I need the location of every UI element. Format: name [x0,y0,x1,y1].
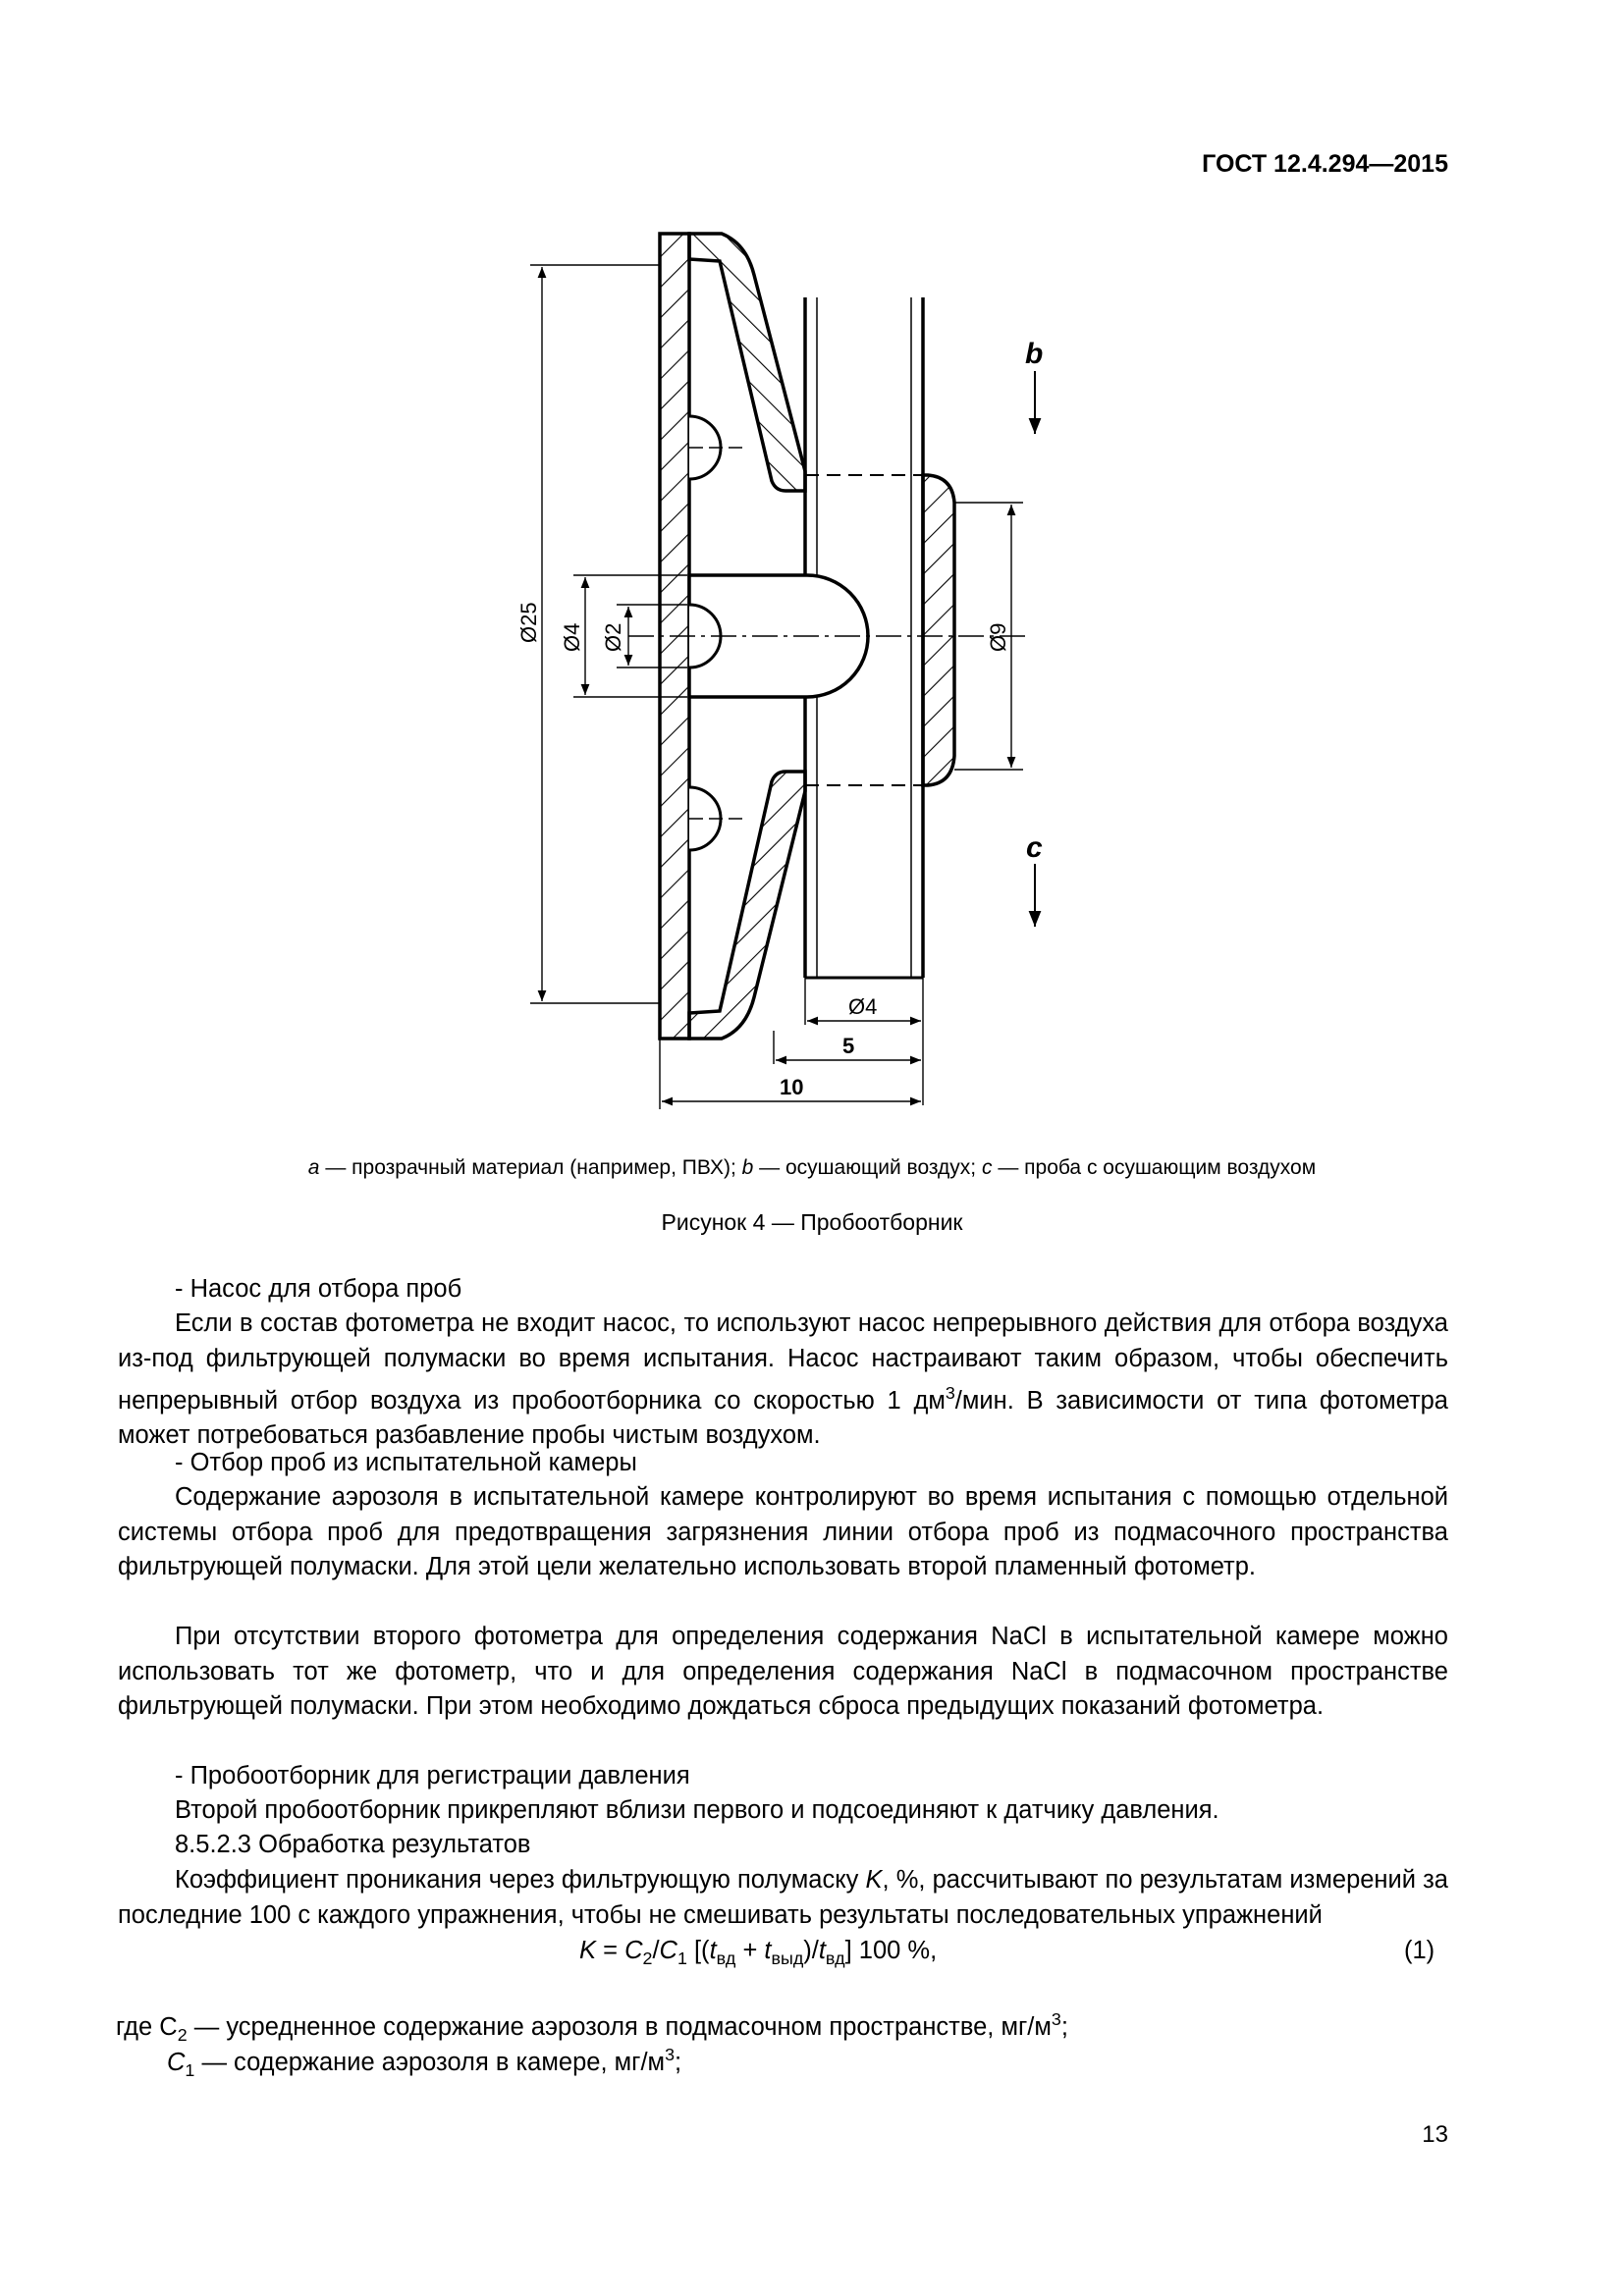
paragraph-chamber: Содержание аэрозоля в испытательной камере контролируют во время испытания с помощью отдельной системы отбора проб для предотвращения загрязнения линии отбора проб из подмасочного пространства фильтрующей полумаски. Для этой цели желательно использовать второй пламенный фотометр. [118,1483,1448,1580]
formula-number: (1) [1404,1937,1435,1964]
where-c2: где $С_2$ — усредненное содержание аэрозоля в подмасочном пространстве, $мг/м^3$; [116,2009,1068,2046]
pump-text-start: Если в состав фотометра не входит насос, то используют насос непрерывного действия для отбора воздуха из-под фильтрующей полумаски во время испытания. Насос настраивают таким образом, чтобы обеспечить непрерывный отбор воздуха из пробоотборника со скоростью 1 дм [118,1309,1448,1415]
len5-label: 5 [842,1034,855,1058]
document-code: ГОСТ 12.4.294—2015 [1202,150,1448,178]
legend-b-text: — осушающий воздух; [753,1156,982,1179]
coefficient-symbol: K [865,1866,883,1894]
legend-c-text: — проба с осушающим воздухом [992,1156,1317,1179]
paragraph-chamber-heading: - Отбор проб из испытательной камеры [175,1449,637,1476]
paragraph-pressure-heading: - Пробоотборник для регистрации давления [175,1762,690,1789]
figure-caption: Рисунок 4 — Пробоотборник [661,1209,963,1235]
pump-unit-sup: 3 [945,1383,955,1403]
flow-b-label: b [1025,338,1044,370]
d4-left-label: Ø4 [560,622,584,652]
legend-a-text: — прозрачный материал (например, ПВХ); [319,1156,742,1179]
len10-label: 10 [780,1075,804,1099]
paragraph-second-photometer: При отсутствии второго фотометра для определения содержания NaCl в испытательной камере можно использовать тот же фотометр, что и для определения содержания NaCl в подмасочном пространстве фильтрующей полумаски. При этом необходимо дождаться сброса предыдущих показаний фотометра. [118,1623,1448,1720]
flow-c-label: c [1026,831,1043,864]
flow-b [1025,338,1043,434]
dimension-d25 [516,265,660,1003]
d9-label: Ø9 [986,622,1010,652]
legend-c-letter: c [981,1156,993,1179]
d2-label: Ø2 [601,622,625,652]
pump-text-end: /мин. В зависимости от типа фотометра может потребоваться разбавление пробы чистым воздухом. [118,1386,1448,1450]
coefficient-text-end: , %, рассчитывают по результатам измерений за последние 100 с каждого упражнения, чтобы не смешивать результаты последовательных упражнений [118,1866,1448,1929]
page-number: 13 [1422,2121,1448,2148]
paragraph-pump-heading: - Насос для отбора проб [175,1275,462,1303]
figure-legend [0,1156,1624,1180]
legend-a-letter: a [307,1156,320,1179]
paragraph-coefficient [118,1863,1448,1933]
dimension-len5 [774,1031,921,1064]
dimension-d4-bottom [805,978,923,1105]
coefficient-text-start: Коэффициент проникания через фильтрующую полумаску [175,1866,866,1894]
d25-label: Ø25 [516,602,541,643]
d4-bottom-label: Ø4 [848,994,878,1019]
paragraph-pump [118,1307,1448,1454]
flow-c [1026,831,1043,927]
where-c1: $C_1$ — содержание аэрозоля в камере, $мг/м^3$; [167,2045,682,2081]
legend-b-letter: b [741,1156,754,1179]
section-heading: 8.5.2.3 Обработка результатов [175,1831,531,1858]
formula: $K = C_2/C_1$ $[(t_{вд} + t_{выд})/t_{вд}]$ 100 %, [579,1937,938,1969]
paragraph-pressure: Второй пробоотборник прикрепляют вблизи первого и подсоединяют к датчику давления. [175,1796,1219,1824]
dimension-len10 [660,1039,921,1109]
